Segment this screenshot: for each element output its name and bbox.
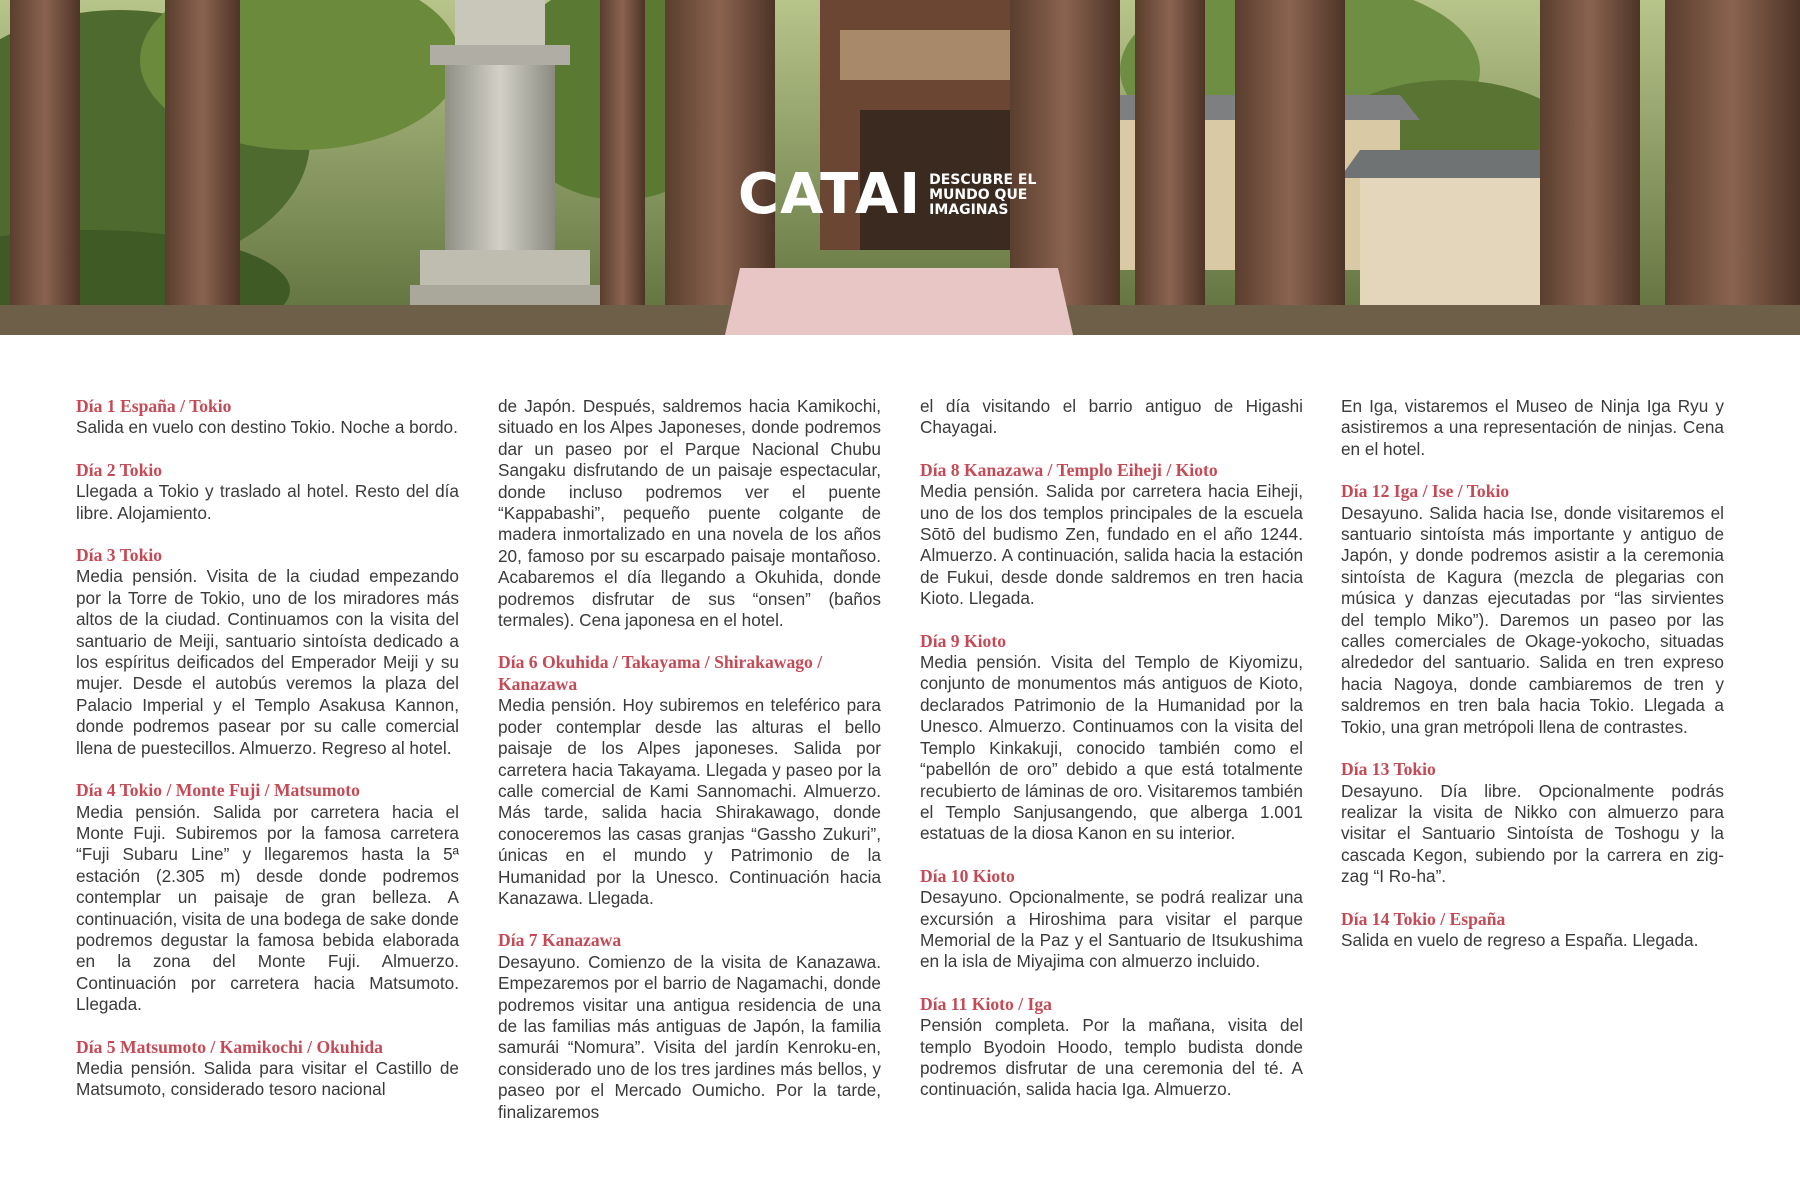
day-description: Salida en vuelo de regreso a España. Llegada. xyxy=(1341,929,1699,950)
day-title: Día 11 Kioto / Iga xyxy=(920,993,1052,1014)
day-description: el día visitando el barrio antiguo de Higashi Chayagai. xyxy=(920,396,1303,438)
day-description: Desayuno. Salida hacia Ise, donde visitaremos el santuario sintoísta más importante y antiguo de Japón, y donde podremos asistir a la ceremonia sintoísta de Kagura (mezcla de plegarias con música y danzas ejecutadas por “las sirvientes del templo Miko”). Daremos un paseo por las calles comerciales de Okage-yokocho, situadas alrededor del santuario. Salida en tren expreso hacia Nagoya, donde cambiaremos de tren y saldremos en tren bala hacia Tokio. Llegada a Tokio, una gran metrópoli llena de contrastes. xyxy=(1341,502,1724,737)
day-entry-continued xyxy=(1341,396,1724,460)
day-title: Día 4 Tokio / Monte Fuji / Matsumoto xyxy=(76,780,360,801)
itinerary-column-2 xyxy=(498,396,881,1144)
day-title: Día 14 Tokio / España xyxy=(1341,908,1506,929)
day-description: de Japón. Después, saldremos hacia Kamikochi, situado en los Alpes Japoneses, donde podremos dar un paseo por el Parque Nacional Chubu Sangaku disfrutando de un paisaje espectacular, donde incluso podremos ver el puente “Kappabashi”, pequeño puente colgante de madera inmortalizado en una novela de los años 20, famoso por su escarpado paisaje montañoso. Acabaremos el día llegando a Okuhida, donde podremos disfrutar de sus “onsen” (baños termales). Cena japonesa en el hotel. xyxy=(498,396,881,631)
itinerary-column-1 xyxy=(76,396,459,1122)
day-description: En Iga, vistaremos el Museo de Ninja Iga Ryu y asistiremos a una representación de ninjas. Cena en el hotel. xyxy=(1341,396,1724,459)
banner-tab xyxy=(725,268,1073,335)
day-description: Media pensión. Salida para visitar el Castillo de Matsumoto, considerado tesoro nacional xyxy=(76,1057,459,1100)
day-description: Media pensión. Salida por carretera hacia Eiheji, uno de los dos templos principales de la escuela Sōtō del budismo Zen, fundado en el año 1244. Almuerzo. A continuación, salida hacia la estación de Fukui, desde donde saldremos en tren hacia Kioto. Llegada. xyxy=(920,481,1303,609)
day-description: Llegada a Tokio y traslado al hotel. Resto del día libre. Alojamiento. xyxy=(76,481,459,523)
day-description: Media pensión. Hoy subiremos en teleférico para poder contemplar desde las alturas el bello paisaje de los Alpes japoneses. Salida por carretera hacia Takayama. Llegada y paseo por la calle comercial de Kami Sannomachi. Almuerzo. Más tarde, salida hacia Shirakawago, donde conoceremos las casas granjas “Gassho Zukuri”, únicas en el mundo y Patrimonio de la Humanidad por la Unesco. Continuación hacia Kanazawa. Llegada. xyxy=(498,695,881,908)
logo-tagline: DESCUBRE EL MUNDO QUE IMAGINAS xyxy=(929,173,1037,218)
day-entry xyxy=(1341,909,1724,952)
day-description: Pensión completa. Por la mañana, visita del templo Byodoin Hoodo, templo budista donde podremos disfrutar de una ceremonia del té. A continuación, salida hacia Iga. Almuerzo. xyxy=(920,1015,1303,1100)
day-entry xyxy=(76,396,459,439)
day-title: Día 8 Kanazawa / Templo Eiheji / Kioto xyxy=(920,459,1218,480)
day-description: Media pensión. Visita de la ciudad empezando por la Torre de Tokio, uno de los miradores más altos de la ciudad. Continuamos con la visita del santuario de Meiji, santuario sintoísta dedicado a los espíritus deificados del Emperador Meiji y su mujer. Desde el autobús veremos la plaza del Palacio Imperial y el Templo Asakusa Kannon, donde podremos pasear por su calle comercial llena de puestecillos. Almuerzo. Regreso al hotel. xyxy=(76,566,459,758)
day-title: Día 2 Tokio xyxy=(76,459,163,480)
day-entry xyxy=(76,780,459,1015)
hero-banner xyxy=(0,0,1800,335)
day-entry xyxy=(1341,481,1724,738)
day-title: Día 6 Okuhida / Takayama / Shirakawago / Kanazawa xyxy=(498,652,823,694)
day-title: Día 7 Kanazawa xyxy=(498,930,622,951)
day-description: Media pensión. Visita del Templo de Kiyomizu, conjunto de monumentos más antiguos de Kioto, declarados Patrimonio de la Humanidad por la Unesco. Almuerzo. Continuamos con la visita del Templo Kinkakuji, conocido también como el “pabellón de oro” debido a que está totalmente recubierto de láminas de oro. Visitaremos también el Templo Sanjusangendo, que alberga 1.001 estatuas de la diosa Kanon en su interior. xyxy=(920,652,1303,844)
day-entry xyxy=(498,930,881,1123)
day-title: Día 9 Kioto xyxy=(920,630,1007,651)
day-title: Día 10 Kioto xyxy=(920,865,1015,886)
day-entry xyxy=(76,460,459,524)
logo-wordmark: CATAI xyxy=(738,162,922,227)
day-title: Día 1 España / Tokio xyxy=(76,396,232,416)
day-description: Desayuno. Opcionalmente, se podrá realizar una excursión a Hiroshima para visitar el parque Memorial de la Paz y el Santuario de Itsukushima en la isla de Miyajima con almuerzo incluido. xyxy=(920,887,1303,972)
day-entry xyxy=(920,460,1303,610)
itinerary-column-4 xyxy=(1341,396,1724,972)
day-entry xyxy=(920,631,1303,845)
day-description: Desayuno. Día libre. Opcionalmente podrás realizar la visita de Nikko con almuerzo para visitar el Santuario Sintoísta de Toshogu y la cascada Kegon, subiendo por la carrera en zig-zag “I Ro-ha”. xyxy=(1341,780,1724,887)
day-entry xyxy=(76,545,459,759)
day-description: Media pensión. Salida por carretera hacia el Monte Fuji. Subiremos por la famosa carretera “Fuji Subaru Line” y llegaremos hasta la 5ª estación (2.305 m) desde donde podremos contemplar un paisaje de gran belleza. A continuación, visita de una bodega de sake donde podremos degustar la famosa bebida elaborada en la zona del Monte Fuji. Almuerzo. Continuación por carretera hacia Matsumoto. Llegada. xyxy=(76,801,459,1015)
itinerary-column-3 xyxy=(920,396,1303,1122)
day-entry xyxy=(1341,759,1724,887)
day-description: Desayuno. Comienzo de la visita de Kanazawa. Empezaremos por el barrio de Nagamachi, donde podremos visitar una antigua residencia de una de las familias más antiguas de Japón, la familia samurái “Nomura”. Visita del jardín Kenroku-en, considerado uno de los tres jardines más bellos, y paseo por el Mercado Oumicho. Por la tarde, finalizaremos xyxy=(498,951,881,1122)
day-title: Día 13 Tokio xyxy=(1341,759,1436,780)
day-entry-continued xyxy=(498,396,881,631)
day-title: Día 12 Iga / Ise / Tokio xyxy=(1341,481,1510,502)
day-title: Día 5 Matsumoto / Kamikochi / Okuhida xyxy=(76,1036,383,1057)
day-entry-continued xyxy=(920,396,1303,439)
day-entry xyxy=(76,1037,459,1101)
day-entry xyxy=(920,994,1303,1101)
day-description: Salida en vuelo con destino Tokio. Noche a bordo. xyxy=(76,417,458,438)
catai-logo xyxy=(738,162,1059,227)
day-entry xyxy=(920,866,1303,973)
day-entry xyxy=(498,652,881,909)
day-title: Día 3 Tokio xyxy=(76,545,163,566)
